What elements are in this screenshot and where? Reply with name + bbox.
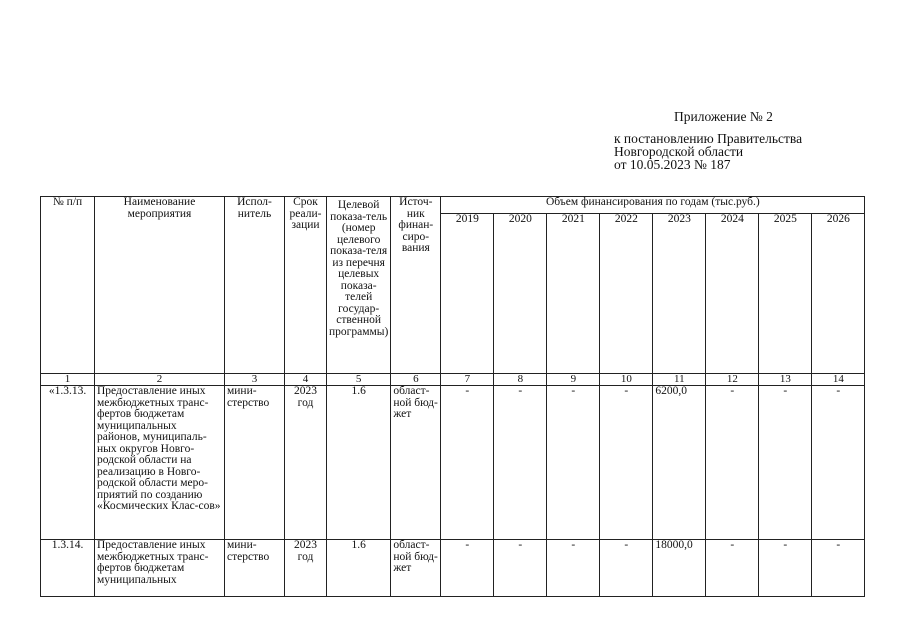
row-value: - <box>547 540 600 597</box>
header-line-2: Новгородской области <box>614 144 744 159</box>
row-value: - <box>494 540 547 597</box>
header-financing-group: Объем финансирования по годам (тыс.руб.) <box>441 197 865 214</box>
row-name: Предоставление иных межбюджетных транс-фертов бюджетам муниципальных районов, муниципаль-ных округов Новго-родской области на реализацию в Новго-родской области меро-приятий по созданию «Космических Клас-сов» <box>95 386 225 540</box>
column-number: 7 <box>441 374 494 386</box>
row-target: 1.6 <box>327 386 391 540</box>
column-number: 4 <box>285 374 327 386</box>
column-number: 8 <box>494 374 547 386</box>
row-number: 1.3.14. <box>41 540 95 597</box>
row-source: област-ной бюд-жет <box>391 386 441 540</box>
column-number-row <box>41 374 865 386</box>
row-value: - <box>812 386 865 540</box>
header-year: 2020 <box>494 214 547 374</box>
row-value: - <box>441 386 494 540</box>
row-term: 2023 год <box>285 386 327 540</box>
header-num: № п/п <box>41 197 95 374</box>
row-name: Предоставление иных межбюджетных транс-фертов бюджетам муниципальных <box>95 540 225 597</box>
column-number: 14 <box>812 374 865 386</box>
header-year: 2026 <box>812 214 865 374</box>
row-value: - <box>600 540 653 597</box>
row-value: 6200,0 <box>653 386 706 540</box>
header-year: 2022 <box>600 214 653 374</box>
header-source: Источ-ник финан-сиро-вания <box>391 197 441 374</box>
document-header <box>614 110 802 171</box>
row-value: - <box>494 386 547 540</box>
row-value: - <box>547 386 600 540</box>
column-number: 9 <box>547 374 600 386</box>
header-line-1: к постановлению Правительства <box>614 131 803 146</box>
column-number: 1 <box>41 374 95 386</box>
row-term: 2023 год <box>285 540 327 597</box>
header-year: 2021 <box>547 214 600 374</box>
header-year: 2024 <box>706 214 759 374</box>
header-executor: Испол-нитель <box>225 197 285 374</box>
column-number: 6 <box>391 374 441 386</box>
row-executor: мини-стерство <box>225 540 285 597</box>
appendix-title: Приложение № 2 <box>674 109 773 124</box>
header-year: 2025 <box>759 214 812 374</box>
column-number: 2 <box>95 374 225 386</box>
table-row <box>41 386 865 540</box>
row-value: - <box>706 386 759 540</box>
row-value: - <box>759 540 812 597</box>
row-value: - <box>812 540 865 597</box>
header-year: 2019 <box>441 214 494 374</box>
row-value: 18000,0 <box>653 540 706 597</box>
row-executor: мини-стерство <box>225 386 285 540</box>
column-number: 13 <box>759 374 812 386</box>
column-number: 12 <box>706 374 759 386</box>
row-value: - <box>441 540 494 597</box>
financing-table <box>40 196 865 597</box>
row-target: 1.6 <box>327 540 391 597</box>
header-name: Наименование мероприятия <box>95 197 225 374</box>
row-number: «1.3.13. <box>41 386 95 540</box>
column-number: 10 <box>600 374 653 386</box>
row-source: област-ной бюд-жет <box>391 540 441 597</box>
header-term: Срок реали-зации <box>285 197 327 374</box>
header-line-3: от 10.05.2023 № 187 <box>614 157 731 172</box>
header-target: Целевой показа-тель (номер целевого показа-теля из перечня целевых показа-телей государ-ственной программы) <box>327 197 391 374</box>
column-number: 3 <box>225 374 285 386</box>
table-row <box>41 540 865 597</box>
header-year: 2023 <box>653 214 706 374</box>
row-value: - <box>759 386 812 540</box>
row-value: - <box>600 386 653 540</box>
column-number: 5 <box>327 374 391 386</box>
column-number: 11 <box>653 374 706 386</box>
row-value: - <box>706 540 759 597</box>
